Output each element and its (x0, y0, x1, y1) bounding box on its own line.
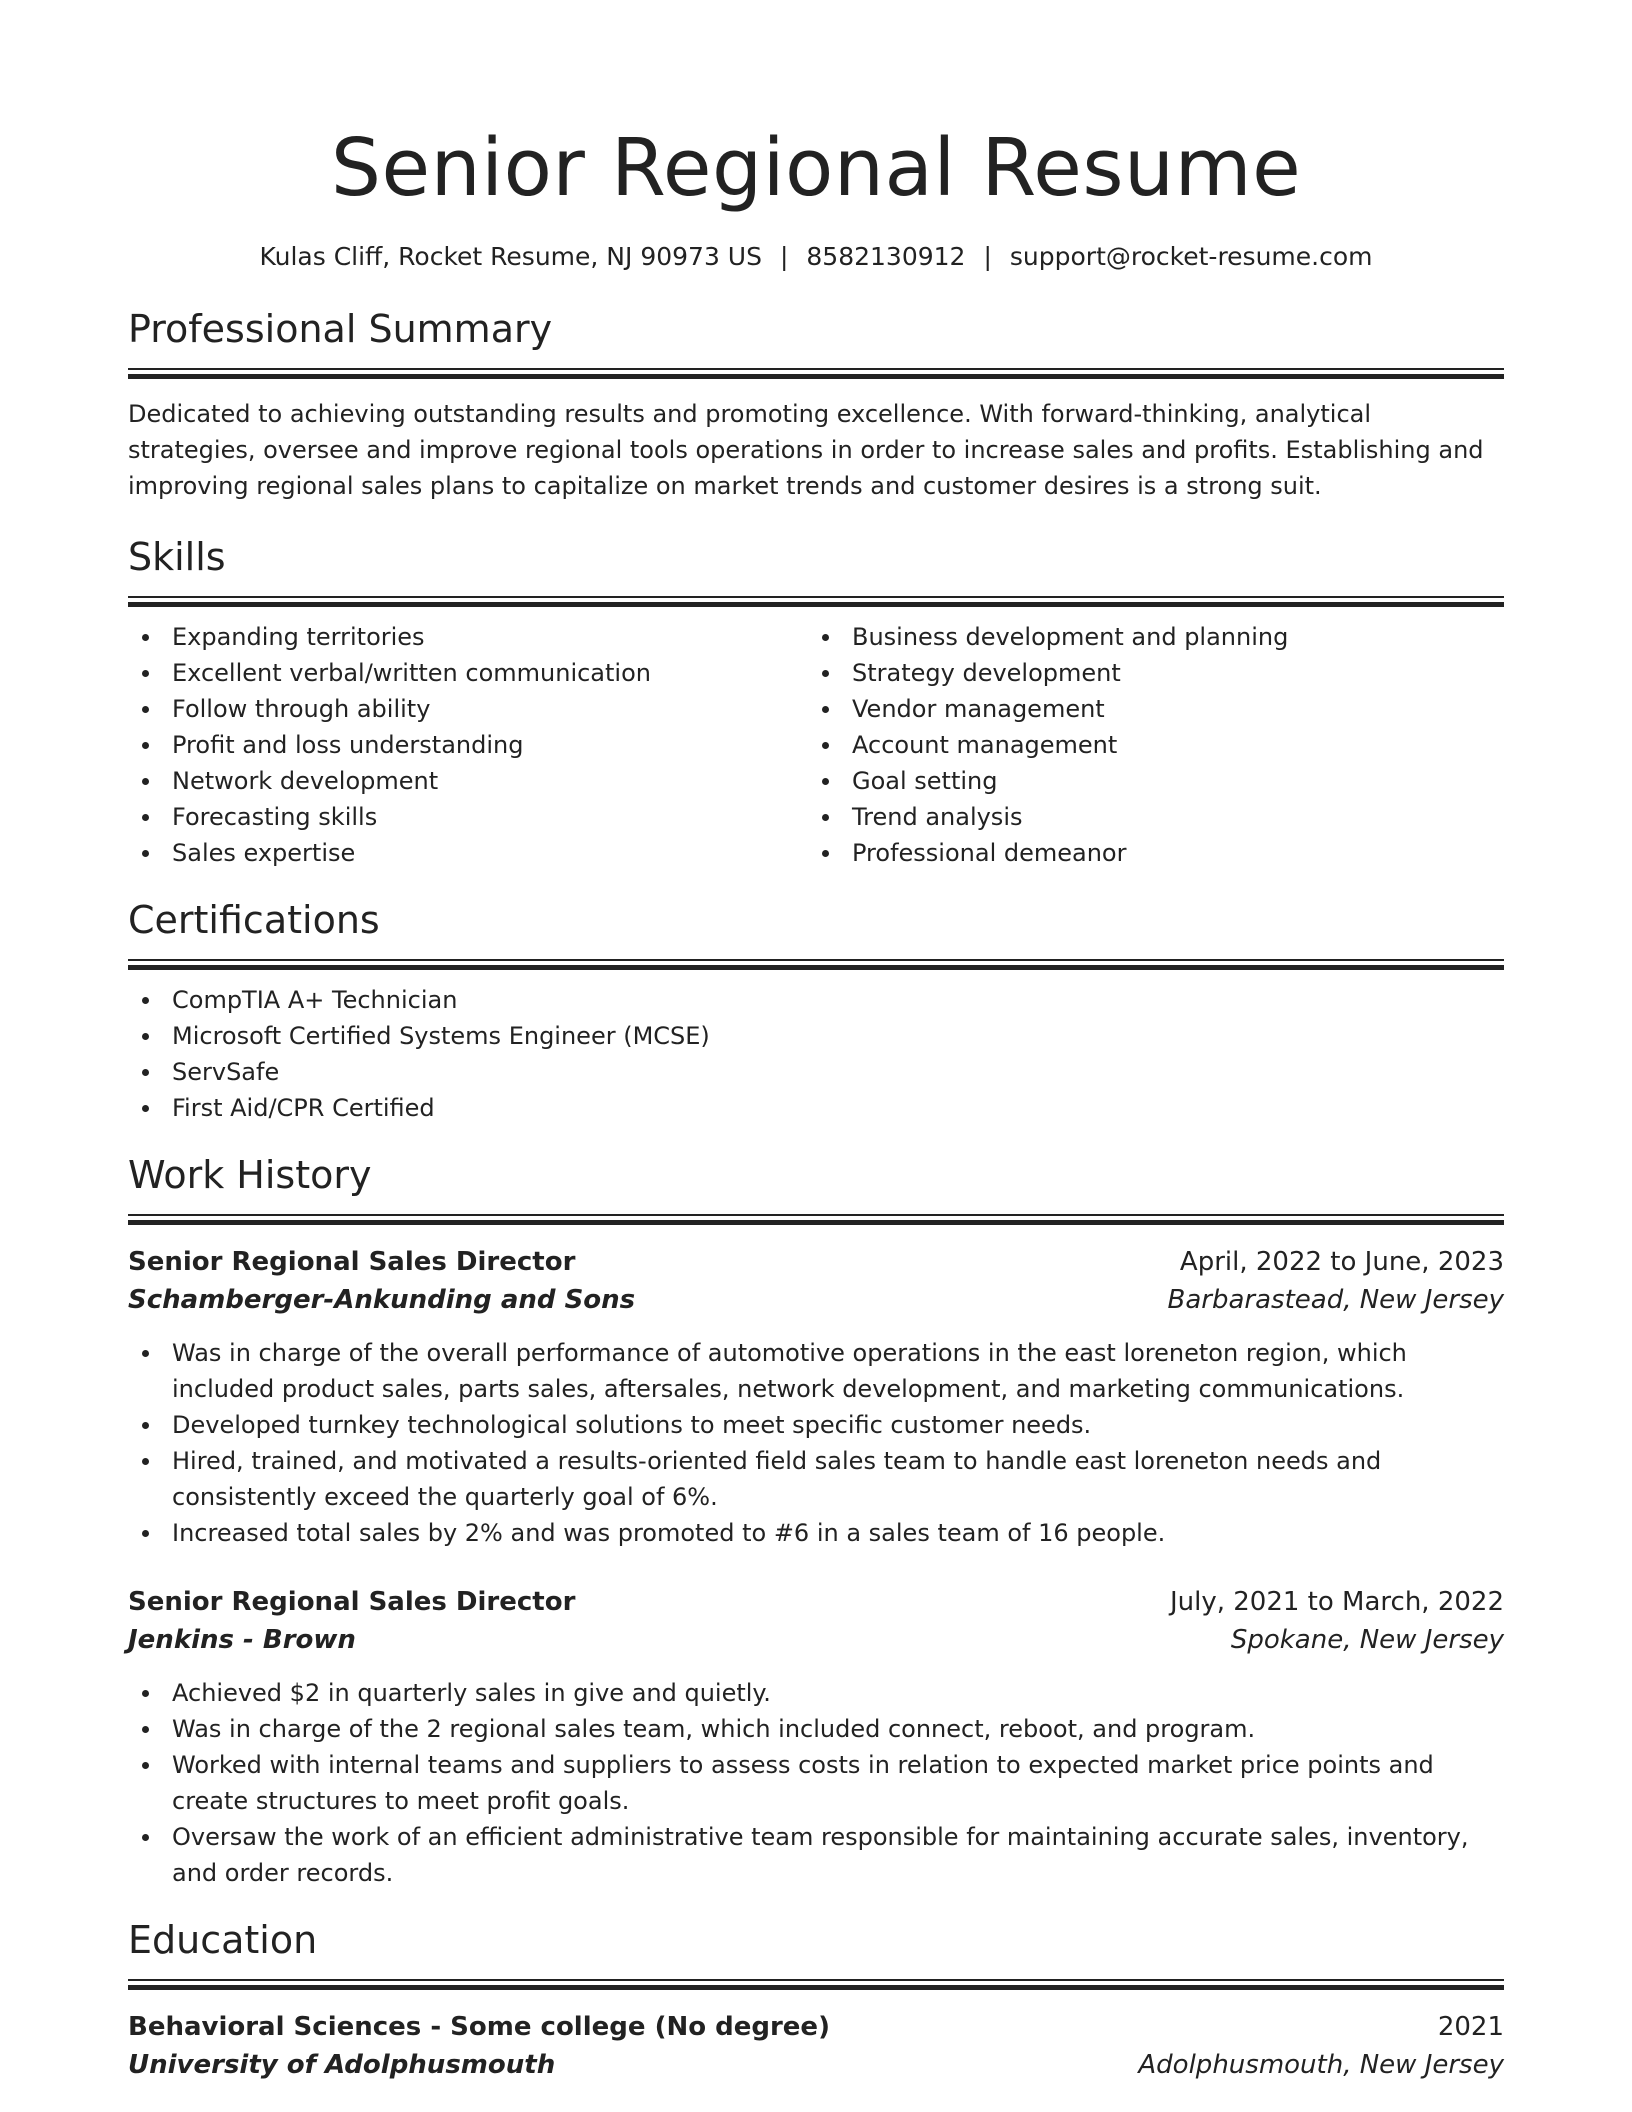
education-section (128, 1917, 1504, 2084)
skill-item: Account management (808, 727, 1488, 763)
job-bullet: Hired, trained, and motivated a results-oriented field sales team to handle east loreneton needs and consistently exceed the quarterly goal of 6%. (128, 1443, 1504, 1515)
education-school: University of Adolphusmouth (128, 2050, 556, 2080)
certifications-section (128, 897, 1504, 1126)
skill-item: Professional demeanor (808, 835, 1488, 871)
job-bullets (128, 1335, 1504, 1551)
skills-section (128, 534, 1504, 871)
section-heading-certifications: Certifications (128, 898, 380, 942)
skill-item: Expanding territories (128, 619, 808, 655)
job-bullet: Oversaw the work of an efficient administrative team responsible for maintaining accurate sales, inventory, and order records. (128, 1819, 1504, 1891)
job-entry (128, 1243, 1504, 1551)
job-subheader (128, 1621, 1504, 1659)
education-entry (128, 2008, 1504, 2084)
section-divider (128, 596, 1504, 607)
certification-item: First Aid/CPR Certified (128, 1090, 1504, 1126)
job-dates: April, 2022 to June, 2023 (1179, 1247, 1504, 1277)
skill-item: Follow through ability (128, 691, 808, 727)
skill-item: Strategy development (808, 655, 1488, 691)
job-location: Spokane, New Jersey (1230, 1625, 1504, 1655)
job-header (128, 1583, 1504, 1621)
skill-item: Business development and planning (808, 619, 1488, 655)
job-dates: July, 2021 to March, 2022 (1169, 1587, 1504, 1617)
work-history-section (128, 1152, 1504, 1891)
job-bullet: Developed turnkey technological solutions to meet specific customer needs. (128, 1407, 1504, 1443)
education-header (128, 2008, 1504, 2046)
job-location: Barbarastead, New Jersey (1167, 1285, 1504, 1315)
job-bullet: Worked with internal teams and suppliers to assess costs in relation to expected market price points and create structures to meet profit goals. (128, 1747, 1504, 1819)
job-bullet: Achieved $2 in quarterly sales in give and quietly. (128, 1675, 1504, 1711)
summary-text: Dedicated to achieving outstanding results and promoting excellence. With forward-thinking, analytical strategies, oversee and improve regional tools operations in order to increase sales and profits. Establishing and improving regional sales plans to capitalize on market trends and customer desires is a strong suit. (128, 400, 1484, 500)
certification-item: Microsoft Certified Systems Engineer (MCSE) (128, 1018, 1504, 1054)
education-location: Adolphusmouth, New Jersey (1138, 2050, 1504, 2080)
skill-item: Vendor management (808, 691, 1488, 727)
skill-item: Excellent verbal/written communication (128, 655, 808, 691)
job-title: Senior Regional Sales Director (128, 1587, 576, 1617)
job-company: Jenkins - Brown (128, 1625, 356, 1655)
skill-item: Network development (128, 763, 808, 799)
section-divider (128, 368, 1504, 379)
contact-address: Kulas Cliff, Rocket Resume, NJ 90973 US (259, 242, 762, 271)
job-bullet: Was in charge of the 2 regional sales team, which included connect, reboot, and program. (128, 1711, 1504, 1747)
certifications-list (128, 982, 1504, 1126)
skills-list-left (128, 619, 808, 871)
skills-columns (128, 619, 1504, 871)
job-title: Senior Regional Sales Director (128, 1247, 576, 1277)
education-subheader (128, 2046, 1504, 2084)
section-heading-work-history: Work History (128, 1153, 372, 1197)
section-divider (128, 1214, 1504, 1225)
skill-item: Trend analysis (808, 799, 1488, 835)
section-heading-summary: Professional Summary (128, 307, 553, 351)
education-year: 2021 (1437, 2012, 1504, 2042)
job-subheader (128, 1281, 1504, 1319)
certification-item: ServSafe (128, 1054, 1504, 1090)
resume-title: Senior Regional Resume (330, 122, 1302, 214)
contact-phone: 8582130912 (806, 242, 966, 271)
job-entry (128, 1583, 1504, 1891)
contact-separator: | (983, 242, 992, 271)
section-divider (128, 959, 1504, 970)
section-divider (128, 1979, 1504, 1990)
contact-separator: | (779, 242, 789, 271)
certification-item: CompTIA A+ Technician (128, 982, 1504, 1018)
section-heading-skills: Skills (128, 535, 226, 579)
job-company: Schamberger-Ankunding and Sons (128, 1285, 636, 1315)
job-bullet: Was in charge of the overall performance of automotive operations in the east loreneton region, which included product sales, parts sales, aftersales, network development, and marketing communications. (128, 1335, 1504, 1407)
skill-item: Profit and loss understanding (128, 727, 808, 763)
skill-item: Goal setting (808, 763, 1488, 799)
skill-item: Sales expertise (128, 835, 808, 871)
job-bullets (128, 1675, 1504, 1891)
contact-email: support@rocket-resume.com (1009, 242, 1373, 271)
skills-list-right (808, 619, 1488, 871)
education-degree: Behavioral Sciences - Some college (No degree) (128, 2012, 830, 2042)
skill-item: Forecasting skills (128, 799, 808, 835)
job-bullet: Increased total sales by 2% and was promoted to #6 in a sales team of 16 people. (128, 1515, 1504, 1551)
job-header (128, 1243, 1504, 1281)
section-heading-education: Education (128, 1918, 318, 1962)
summary-section (128, 306, 1504, 504)
contact-line (128, 240, 1504, 274)
